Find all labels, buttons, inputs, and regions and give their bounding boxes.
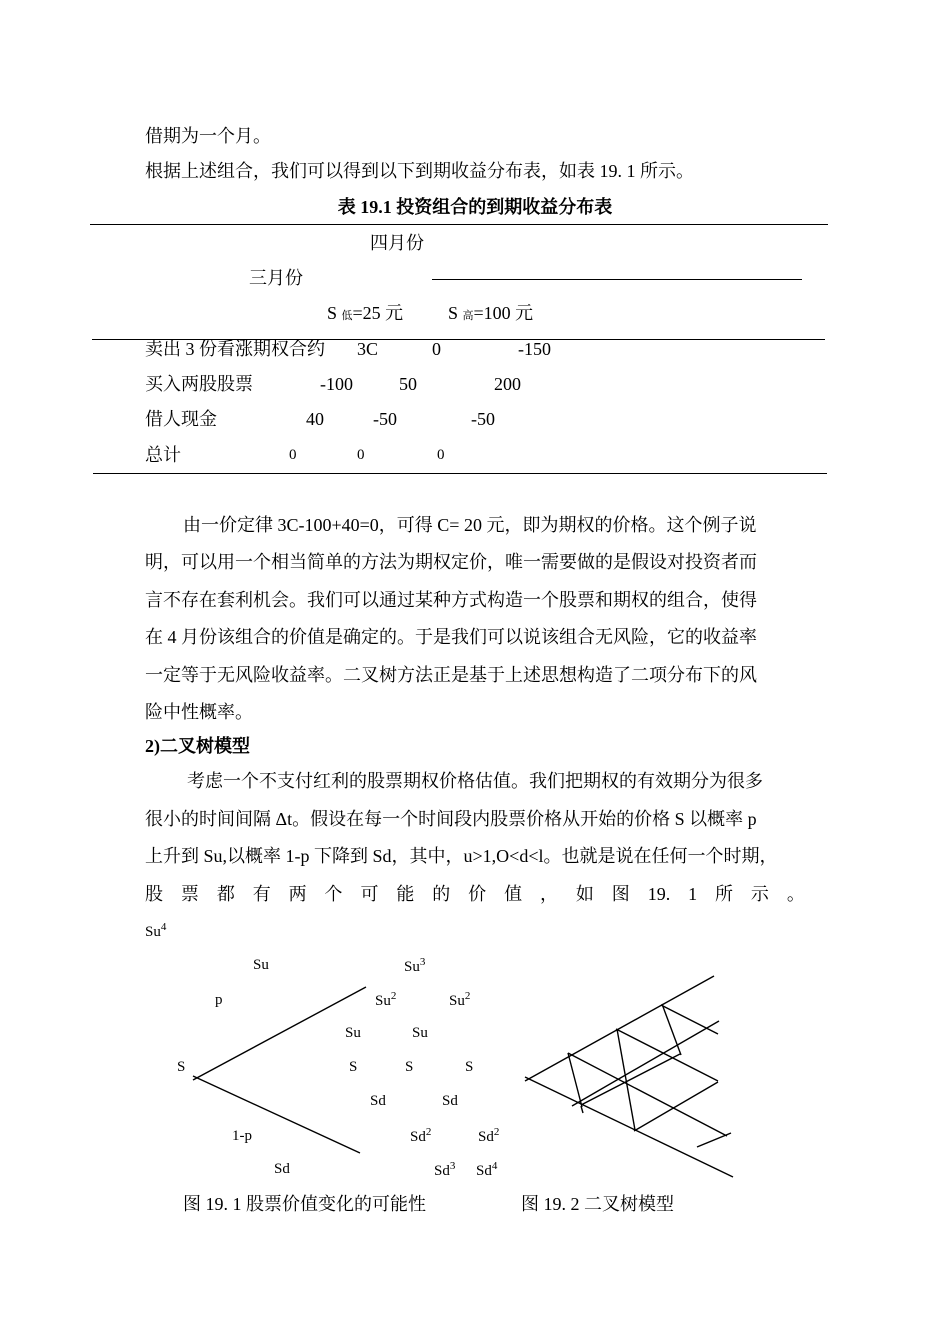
node-s-b: S [405,1059,414,1075]
para1-line-2: 明，可以用一个相当简单的方法为期权定价，唯一需要做的是假设对投资者而 [145,552,757,572]
header-s-low: S 低=25 元 [327,303,404,323]
node-s-c: S [465,1059,474,1075]
down-branch-line [193,1076,360,1153]
row-label: 买入两股股票 [145,374,253,394]
figure2-caption: 图 19. 2 二叉树模型 [521,1194,674,1214]
intro-line-1: 借期为一个月。 [145,126,271,146]
para1-line-6: 险中性概率。 [145,702,253,722]
row-high: -150 [518,339,551,359]
node-su-a: Su [345,1025,361,1041]
para1-line-1: 由一价定律 3C-100+40=0，可得 C= 20 元，即为期权的价格。这个例子说 [183,515,757,535]
row-high: 0 [437,447,445,463]
para1-line-5: 一定等于无风险收益率。二叉树方法正是基于上述思想构造了二项分布下的风 [145,665,757,685]
row-march: 3C [357,339,379,359]
para1-line-4: 在 4 月份该组合的价值是确定的。于是我们可以说该组合无风险，它的收益率 [145,627,757,647]
node-su-b: Su [412,1025,428,1041]
table-title: 表 19.1 投资组合的到期收益分布表 [337,197,613,217]
row-label: 借人现金 [145,409,217,429]
row-march: 40 [306,409,324,429]
node-sd-b: Sd [442,1093,458,1109]
binomial-lattice [525,976,733,1177]
header-march: 三月份 [249,268,303,288]
row-low: -50 [373,409,397,429]
node-sd3: Sd$^3$ [434,1160,456,1179]
node-su2-b: Su$^2$ [449,990,471,1009]
row-low: 0 [357,447,365,463]
fig1-sd: Sd [274,1161,290,1177]
row-high: -50 [471,409,495,429]
row-label: 卖出 3 份看涨期权合约 [145,339,325,359]
intro-line-2: 根据上述组合，我们可以得到以下到期收益分布表，如表 19. 1 所示。 [145,161,694,181]
fig1-one-minus-p: 1-p [232,1128,252,1144]
header-s-high: S 高=100 元 [448,303,534,323]
row-label: 总计 [145,445,181,465]
row-march: -100 [320,374,353,394]
node-s-a: S [349,1059,358,1075]
fig1-p: p [215,992,223,1008]
para2-line-3: 上升到 Su,以概率 1-p 下降到 Sd，其中，u>1,O<d<l。也就是说在任何一个时期， [145,846,778,866]
fig1-s: S [177,1059,186,1075]
node-su3: Su$^3$ [404,956,426,975]
node-sd-a: Sd [370,1093,386,1109]
figure1-caption: 图 19. 1 股票价值变化的可能性 [183,1194,426,1214]
node-sd2-a: Sd$^2$ [410,1126,432,1145]
row-high: 200 [494,374,521,394]
row-low: 50 [399,374,417,394]
para2-line-1: 考虑一个不支付红利的股票期权价格估值。我们把期权的有效期分为很多 [187,771,763,791]
fig1-su: Su [253,957,269,973]
section-heading: 2)二叉树模型 [145,736,250,756]
para2-line-4: 股 票 都 有 两 个 可 能 的 价 值 ， 如 图 19. 1 所 示 。 [145,884,805,904]
row-march: 0 [289,447,297,463]
para1-line-3: 言不存在套利机会。我们可以通过某种方式构造一个股票和期权的组合，使得 [145,590,757,610]
fig1-su4: Su$^4$ [145,921,167,940]
header-april: 四月份 [370,233,424,253]
node-sd2-b: Sd$^2$ [478,1126,500,1145]
node-su2-a: Su$^2$ [375,990,397,1009]
row-low: 0 [432,339,441,359]
para2-line-2: 很小的时间间隔 Δt。假设在每一个时间段内股票价格从开始的价格 S 以概率 p [145,809,757,829]
node-sd4: Sd$^4$ [476,1160,498,1179]
